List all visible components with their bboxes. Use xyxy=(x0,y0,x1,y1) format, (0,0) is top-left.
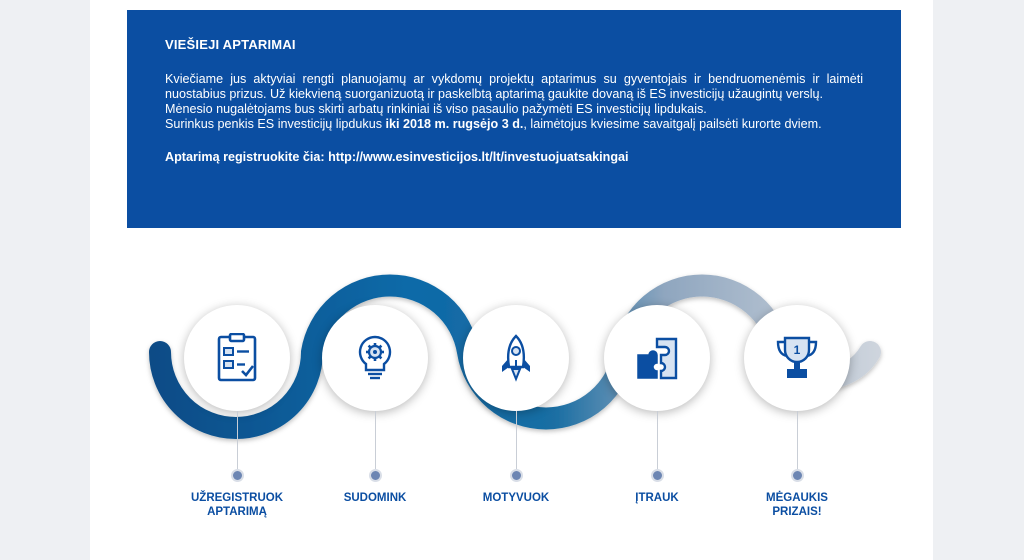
banner-deadline: iki 2018 m. rugsėjo 3 d. xyxy=(385,117,524,131)
banner-text-line2: Mėnesio nugalėtojams bus skirti arbatų rinkiniai iš viso pasaulio pažymėti ES investicijų lipdukais. xyxy=(165,102,707,116)
step-dot xyxy=(510,469,523,482)
banner-title: VIEŠIEJI APTARIMAI xyxy=(165,37,296,52)
banner-text-line1: Kviečiame jus aktyviai rengti planuojamų ar vykdomų projektų aptarimus su gyventojais ir bendruomenėmis ir laimėti nuostabius prizus. Už kiekvieną suorganizuotą ir paskelbtą aptarimą gaukite dovaną iš ES investicijų užaugintų verslų. xyxy=(165,72,863,101)
step-dot xyxy=(651,469,664,482)
step-label-motivate: MOTYVUOK xyxy=(482,492,550,504)
lightbulb-gear-icon xyxy=(353,333,397,383)
register-link-text[interactable]: Aptarimą registruokite čia: http://www.esinvesticijos.lt/lt/investuojuatsakingai xyxy=(165,150,629,164)
step-circle-register[interactable] xyxy=(184,305,290,411)
step-label-enjoy: MĖGAUKIS PRIZAIS! xyxy=(766,492,828,518)
step-label-engage: SUDOMINK xyxy=(343,492,407,504)
rocket-icon xyxy=(494,333,538,383)
step-dot xyxy=(231,469,244,482)
step-circle-include[interactable] xyxy=(604,305,710,411)
checklist-icon xyxy=(215,333,259,383)
step-circle-engage[interactable] xyxy=(322,305,428,411)
trophy-icon xyxy=(773,333,821,383)
step-dot xyxy=(369,469,382,482)
connector-line xyxy=(797,411,798,469)
step-label-register: UŽREGISTRUOK APTARIMĄ xyxy=(191,492,283,518)
svg-text:1: 1 xyxy=(793,343,801,357)
banner-text-line3b: , laimėtojus kviesime savaitgalį pailsėti kurorte dviem. xyxy=(523,117,822,131)
connector-line xyxy=(516,411,517,469)
puzzle-icon xyxy=(632,333,682,383)
step-label-include: ĮTRAUK xyxy=(635,492,679,504)
step-circle-enjoy[interactable] xyxy=(744,305,850,411)
banner-text-line3a: Surinkus penkis ES investicijų lipdukus xyxy=(165,117,386,131)
connector-line xyxy=(657,411,658,469)
step-circle-motivate[interactable] xyxy=(463,305,569,411)
step-dot xyxy=(791,469,804,482)
connector-line xyxy=(237,411,238,469)
connector-line xyxy=(375,411,376,469)
